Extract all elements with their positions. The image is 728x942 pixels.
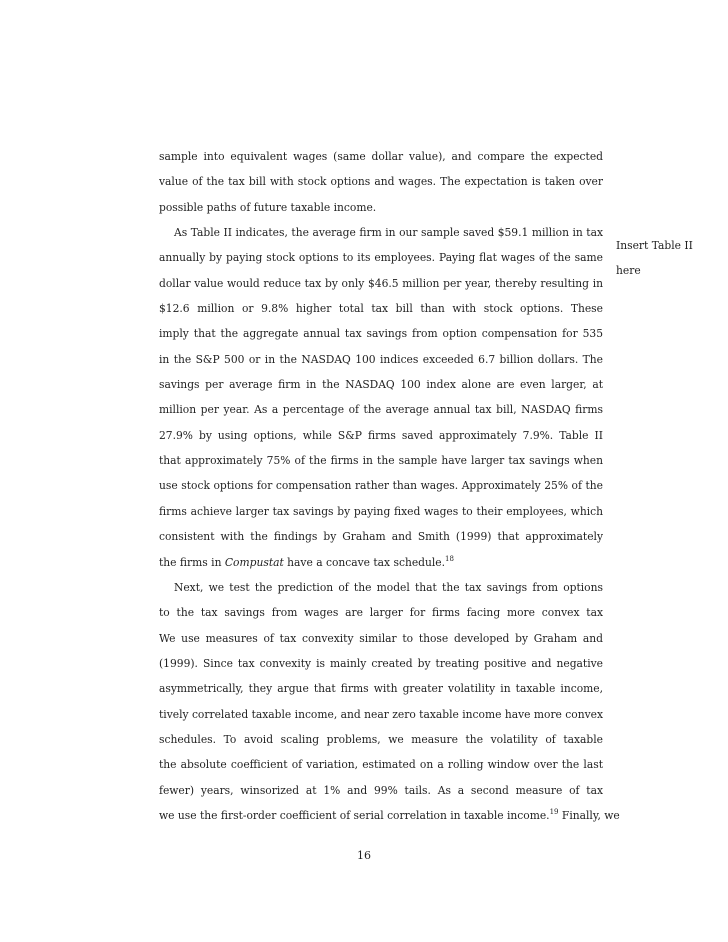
journal-name: Compustat (224, 555, 284, 569)
text-line: that approximately 75% of the firms in the sample have larger tax savings when (159, 454, 603, 468)
text-line: use stock options for compensation rather than wages. Approximately 25% of the (159, 479, 603, 493)
margin-note-line: Insert Table II (616, 239, 693, 252)
text-line: to the tax savings from wages are larger for firms facing more convex tax (159, 606, 603, 620)
text-line: We use measures of tax convexity similar to those developed by Graham and (159, 631, 603, 645)
text-line: asymmetrically, they argue that firms with greater volatility in taxable income, (159, 682, 603, 696)
text-line: possible paths of future taxable income. (159, 200, 377, 214)
text-line: firms achieve larger tax savings by paying fixed wages to their employees, which (159, 504, 603, 518)
text-line: 27.9% by using options, while S&P firms saved approximately 7.9%. Table II (159, 428, 603, 442)
margin-note-line: here (616, 264, 641, 278)
body-text (159, 144, 620, 828)
text-line (159, 803, 620, 828)
text-line: consistent with the findings by Graham and Smith (1999) that approximately (159, 530, 603, 544)
page-number: 16 (357, 849, 371, 862)
text-line: savings per average firm in the NASDAQ 100 index alone are even larger, at (159, 378, 603, 392)
text-line: fewer) years, winsorized at 1% and 99% tails. As a second measure of tax (159, 783, 603, 797)
text-line: imply that the aggregate annual tax savings from option compensation for 535 (159, 327, 603, 341)
text-line: sample into equivalent wages (same dollar value), and compare the expected (159, 150, 603, 163)
footnote-marker[interactable]: 19 (549, 807, 559, 816)
text-line: (1999). Since tax convexity is mainly created by treating positive and negative (159, 656, 603, 670)
text-line: million per year. As a percentage of the average annual tax bill, NASDAQ firms (159, 403, 603, 417)
text-line (159, 550, 603, 575)
text-fragment: the firms in (159, 555, 225, 569)
text-line: annually by paying stock options to its employees. Paying flat wages of the same (159, 251, 603, 265)
footnote-marker[interactable]: 18 (445, 554, 454, 563)
margin-note (616, 233, 693, 284)
text-line: dollar value would reduce tax by only $46.5 million per year, thereby resulting in (159, 276, 603, 290)
text-fragment: have a concave tax schedule. (283, 555, 446, 569)
text-line: schedules. To avoid scaling problems, we measure the volatility of taxable (159, 732, 603, 746)
text-line: As Table II indicates, the average firm in our sample saved $59.1 million in tax (174, 226, 603, 240)
text-line: value of the tax bill with stock options and wages. The expectation is taken over (159, 175, 603, 189)
text-fragment: we use the first-order coefficient of serial correlation in taxable income. (159, 808, 550, 822)
text-line: the absolute coefficient of variation, estimated on a rolling window over the last (159, 758, 603, 772)
text-line: in the S&P 500 or in the NASDAQ 100 indices exceeded 6.7 billion dollars. The (159, 352, 603, 366)
text-line: $12.6 million or 9.8% higher total tax bill than with stock options. These (159, 302, 603, 316)
text-fragment: Finally, we (558, 808, 620, 822)
text-line: Next, we test the prediction of the model that the tax savings from options (174, 580, 603, 594)
text-line: tively correlated taxable income, and near zero taxable income have more convex (159, 707, 603, 721)
